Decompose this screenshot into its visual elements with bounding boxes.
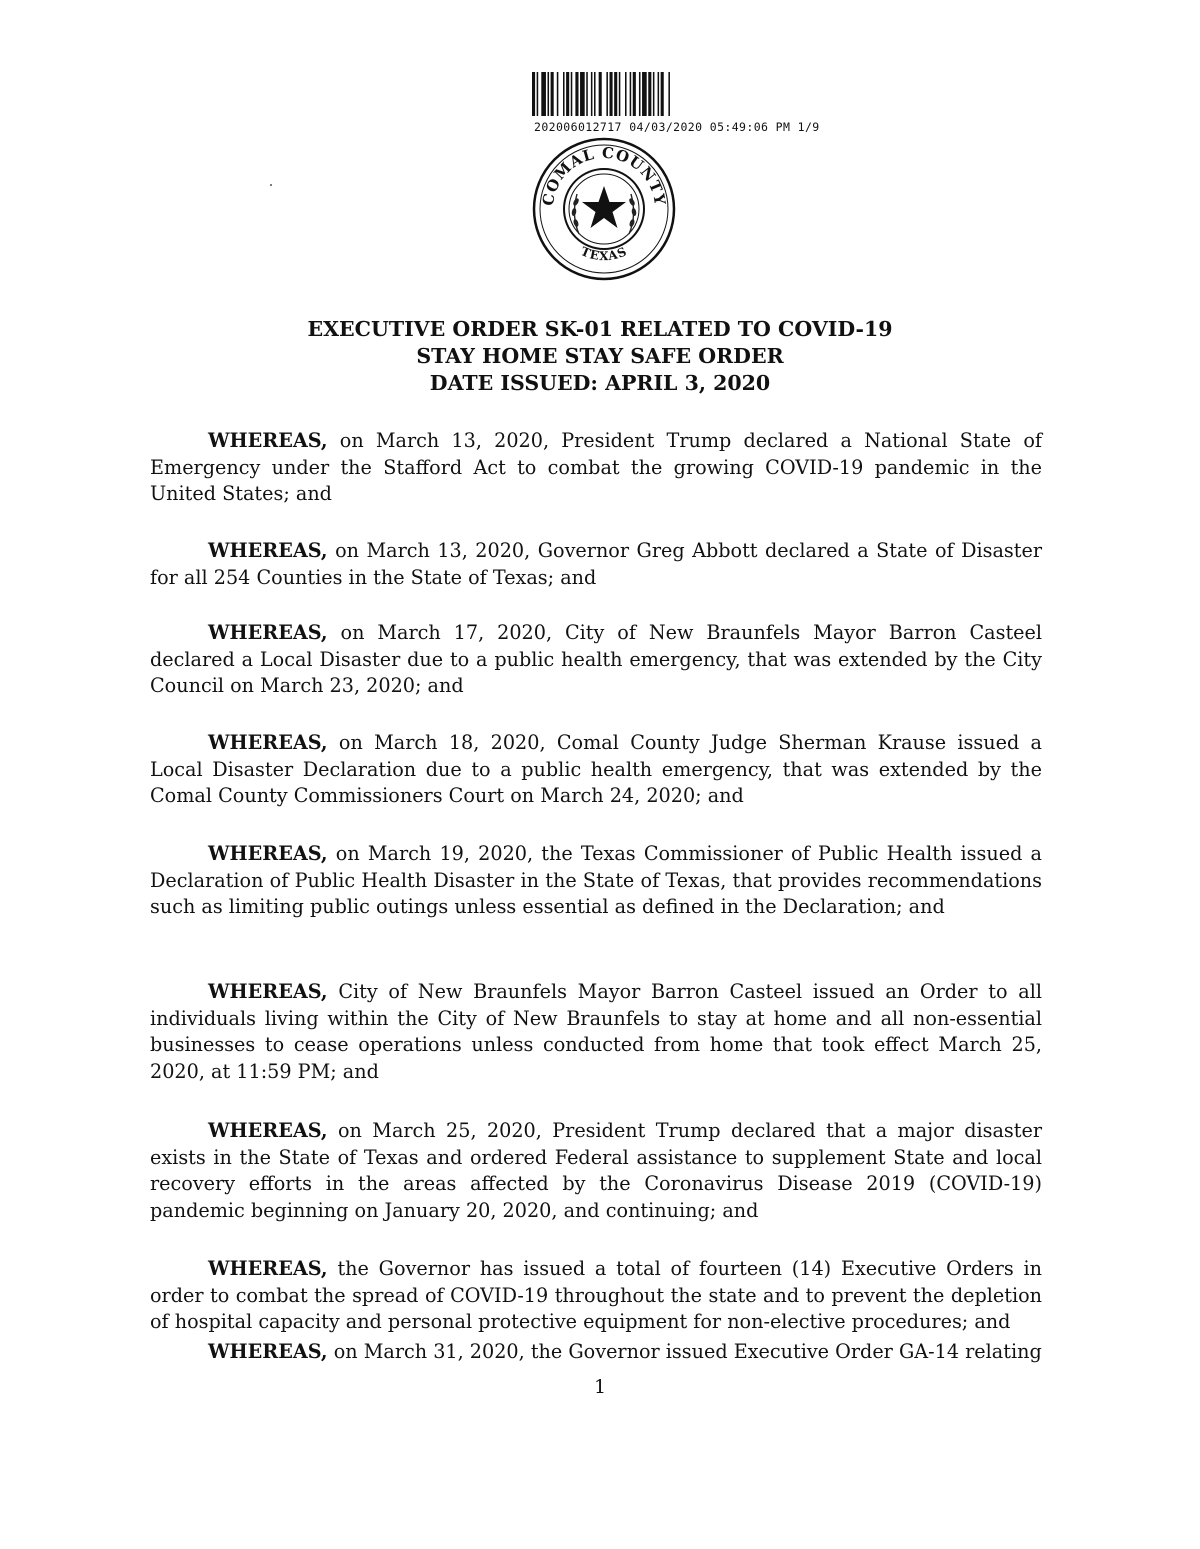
seal-bottom-text: TEXAS bbox=[578, 244, 630, 264]
whereas-paragraph: WHEREAS, on March 17, 2020, City of New Braunfels Mayor Barron Casteel declared a Local Disaster due to a public health emergency, that was extended by the City Council on March 23, 2020; and bbox=[150, 621, 1042, 697]
page-number: 1 bbox=[593, 1376, 607, 1398]
whereas-paragraph: WHEREAS, on March 18, 2020, Comal County Judge Sherman Krause issued a Local Disaster Declaration due to a public health emergency, that was extended by the Comal County Commissioners Court on March 24, 2020; and bbox=[150, 731, 1042, 807]
whereas-paragraph: WHEREAS, on March 31, 2020, the Governor issued Executive Order GA-14 relating bbox=[208, 1340, 1042, 1363]
order-title: EXECUTIVE ORDER SK-01 RELATED TO COVID-19 bbox=[307, 317, 893, 341]
scan-speck bbox=[270, 184, 272, 186]
recording-info-text: 202006012717 04/03/2020 05:49:06 PM 1/9 bbox=[534, 120, 820, 134]
order-subtitle: STAY HOME STAY SAFE ORDER bbox=[416, 344, 784, 368]
order-date: DATE ISSUED: APRIL 3, 2020 bbox=[429, 371, 771, 395]
whereas-paragraph: WHEREAS, on March 19, 2020, the Texas Commissioner of Public Health issued a Declaration of Public Health Disaster in the State of Texas, that provides recommendations such as limiting public outings unless essential as defined in the Declaration; and bbox=[150, 842, 1042, 918]
whereas-paragraph: WHEREAS, on March 13, 2020, Governor Greg Abbott declared a State of Disaster for all 254 Counties in the State of Texas; and bbox=[150, 539, 1042, 589]
whereas-paragraph: WHEREAS, on March 25, 2020, President Trump declared that a major disaster exists in the State of Texas and ordered Federal assistance to supplement State and local recovery efforts in the areas affected by the Coronavirus Disease 2019 (COVID-19) pandemic beginning on January 20, 2020, and continuing; and bbox=[150, 1119, 1042, 1222]
barcode-image bbox=[532, 72, 720, 116]
whereas-paragraph: WHEREAS, the Governor has issued a total of fourteen (14) Executive Orders in order to combat the spread of COVID-19 throughout the state and to prevent the depletion of hospital capacity and personal protective equipment for non-elective procedures; and bbox=[150, 1257, 1042, 1333]
county-seal-image bbox=[531, 136, 677, 282]
order-title-block bbox=[150, 316, 1050, 397]
star-icon bbox=[582, 186, 626, 228]
svg-text:TEXAS bbox=[579, 244, 630, 263]
whereas-paragraph: WHEREAS, on March 13, 2020, President Trump declared a National State of Emergency under the Stafford Act to combat the growing COVID-19 pandemic in the United States; and bbox=[150, 429, 1042, 505]
whereas-paragraph: WHEREAS, City of New Braunfels Mayor Barron Casteel issued an Order to all individuals living within the City of New Braunfels to stay at home and all non-essential businesses to cease operations unless conducted from home that took effect March 25, 2020, at 11:59 PM; and bbox=[150, 980, 1042, 1083]
seal-top-text: COMAL COUNTY bbox=[538, 143, 670, 208]
